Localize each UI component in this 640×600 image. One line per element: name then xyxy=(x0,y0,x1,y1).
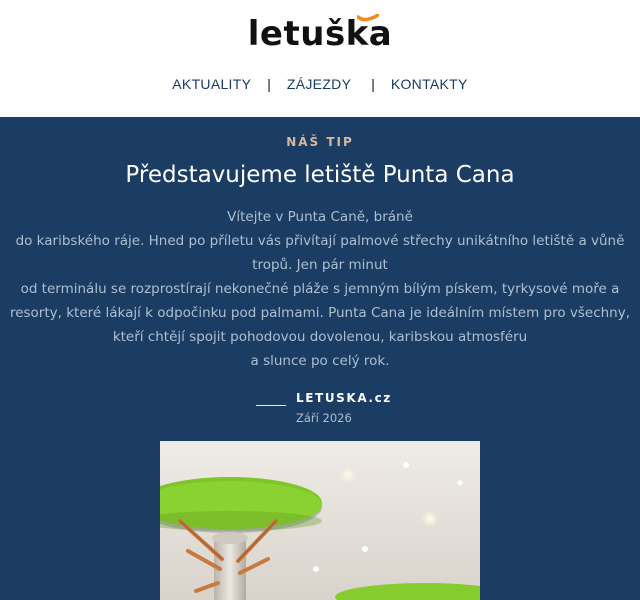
article-body-line: kteří chtějí spojit pohodovou dovolenou, karibskou atmosféru xyxy=(112,329,528,345)
main-nav xyxy=(0,76,640,92)
article-body-line: Vítejte v Punta Caně, bráně xyxy=(227,209,413,225)
article-title[interactable]: Představujeme letiště Punta Cana xyxy=(125,162,515,188)
site-header xyxy=(0,0,640,117)
logo-wordmark xyxy=(248,14,392,54)
article-kicker: NÁŠ TIP xyxy=(286,135,354,149)
nav-item-aktuality[interactable]: AKTUALITY xyxy=(172,76,252,92)
logo-swoosh-icon xyxy=(357,14,379,24)
article-date: Září 2026 xyxy=(296,411,352,425)
article-body-line: do karibského ráje. Hned po příletu vás přivítají palmové střechy unikátního letiště a vůně xyxy=(15,233,625,249)
author-divider xyxy=(256,405,286,406)
nav-separator: | xyxy=(267,76,271,92)
article-author: LETUSKA.cz xyxy=(296,391,392,405)
nav-item-zajezdy[interactable]: ZÁJEZDY xyxy=(286,76,352,92)
article-image[interactable] xyxy=(160,441,480,600)
article-body-line: tropů. Jen pár minut xyxy=(252,257,388,273)
airport-interior-illustration xyxy=(160,441,480,600)
featured-article xyxy=(0,117,640,600)
article-body-line: od terminálu se rozprostírají nekonečné pláže s jemným bílým pískem, tyrkysové moře a xyxy=(20,281,620,297)
nav-item-kontakty[interactable]: KONTAKTY xyxy=(390,76,468,92)
logo[interactable] xyxy=(0,14,640,54)
logo-text: letuška xyxy=(247,14,393,54)
article-body-line: resorty, které lákají k odpočinku pod palmami. Punta Cana je ideálním místem pro všechny, xyxy=(9,305,631,321)
article-body xyxy=(8,205,632,373)
nav-separator: | xyxy=(371,76,375,92)
article-body-line: a slunce po celý rok. xyxy=(250,353,390,369)
